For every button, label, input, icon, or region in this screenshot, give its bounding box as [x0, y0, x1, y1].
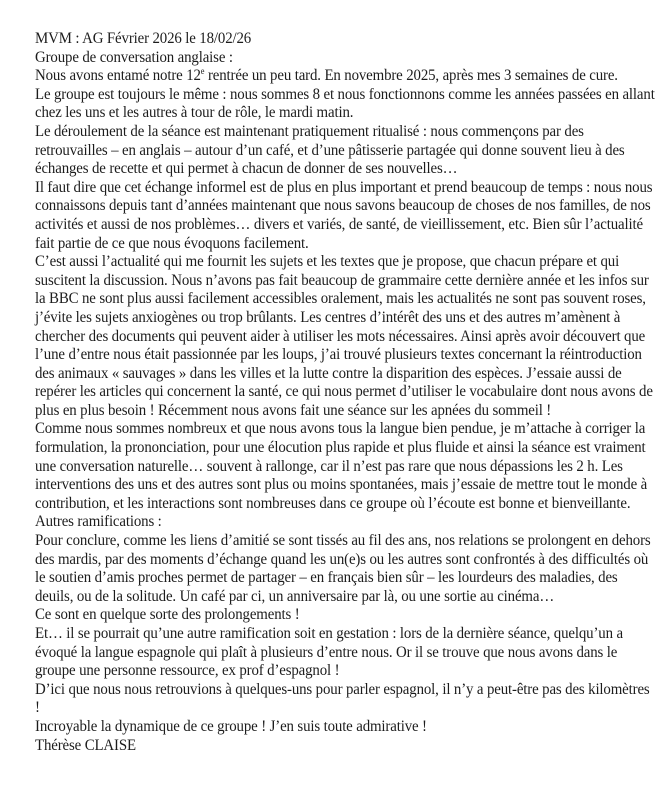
signature: Thérèse CLAISE	[35, 736, 136, 754]
paragraph-news-topics: C’est aussi l’actualité qui me fournit les sujets et les textes que je propose, que chacun prépare et qui suscitent la discussion. Nous n’avons pas fait beaucoup de grammaire cette dernière année et les infos sur la BBC ne sont plus aussi facilement accessibles oralement, mais les actualités ne sont pas souvent roses, j’évite les sujets anxiogènes ou trop brûlants. Les centres d’intérêt des uns et des autres m’amènent à chercher des documents qui peuvent aider à utiliser les mots nécessaires. Ainsi après avoir découvert que l’une d’entre nous était passionnée par les loups, j’ai trouvé plusieurs textes concernant la réintroduction des animaux « sauvages » dans les villes et la lutte contre la disparition des espèces. J’essaie aussi de repérer les articles qui concernent la santé, ce qui nous permet d’utiliser le vocabulaire dont nous avons de plus en plus besoin ! Récemment nous avons fait une séance sur les apnées du sommeil !	[35, 253, 653, 419]
paragraph-session-ritual: Le déroulement de la séance est maintenant pratiquement ritualisé : nous commençons par des retrouvailles – en anglais – autour d’un café, et d’une pâtisserie partagée qui donne souvent lieu à des échanges de recette et qui permet à chacun de donner de ses nouvelles…	[35, 122, 625, 178]
paragraph-corrections: Comme nous sommes nombreux et que nous avons tous la langue bien pendue, je m’attache à corriger la formulation, la prononciation, pour une élocution plus rapide et plus fluide et ainsi la séance est vraiment une conversation naturelle… souvent à rallonge, car il n’est pas rare que nous dépassions les 2 h. Les interventions des uns et des autres sont plus ou moins spontanées, mais j’essaie de mettre tout le monde à contribution, et les interactions sont nombreuses dans ce groupe où l’écoute est bonne et bienveillante.	[35, 420, 648, 512]
intro-text-start: Nous avons entamé notre 12	[35, 67, 201, 85]
intro-text-end: rentrée un peu tard. En novembre 2025, après mes 3 semaines de cure.	[204, 67, 618, 85]
paragraph-spanish-idea: Et… il se pourrait qu’une autre ramification soit en gestation : lors de la dernière séance, quelqu’un a évoqué la langue espagnole qui plaît à plusieurs d’entre nous. Or il se trouve que nous avons dans le groupe une personne ressource, ex prof d’espagnol !	[35, 625, 623, 680]
paragraph-informal-exchange: Il faut dire que cet échange informel est de plus en plus important et prend beaucoup de temps : nous nous connaissons depuis tant d’années maintenant que nous savons beaucoup de choses de nos familles, de nos activités et aussi de nos problèmes… divers et variés, de santé, de vieillissement, etc. Bien sûr l’actualité fait partie de ce que nous évoquons facilement.	[35, 178, 653, 252]
paragraph-spanish-meetup: D’ici que nous nous retrouvions à quelques-uns pour parler espagnol, il n’y a peut-être pas des kilomètres !	[35, 680, 650, 717]
document-header: MVM : AG Février 2026 le 18/02/26	[35, 30, 252, 47]
intro-paragraph	[35, 67, 655, 86]
paragraph-closing: Incroyable la dynamique de ce groupe ! J’en suis toute admirative !	[35, 717, 427, 735]
paragraph-conclusion: Pour conclure, comme les liens d’amitié se sont tissés au fil des ans, nos relations se prolongent en dehors des mardis, par des moments d’échange quand les un(e)s ou les autres sont confrontés à des difficultés où le soutien d’amis proches permet de partager – en français bien sûr – les lourdeurs des maladies, des deuils, ou de la solitude. Un café par ci, un anniversaire par là, ou une sortie au cinéma…	[35, 532, 651, 605]
section-heading-ramifications: Autres ramifications :	[35, 513, 162, 531]
document-page	[35, 30, 655, 755]
document-title: Groupe de conversation anglaise :	[35, 48, 233, 66]
paragraph-group-composition: Le groupe est toujours le même : nous sommes 8 et nous fonctionnons comme les années passées en allant chez les uns et les autres à tour de rôle, le mardi matin.	[35, 85, 655, 122]
paragraph-extensions: Ce sont en quelque sorte des prolongements !	[35, 606, 300, 624]
ordinal-superscript: e	[200, 66, 205, 77]
